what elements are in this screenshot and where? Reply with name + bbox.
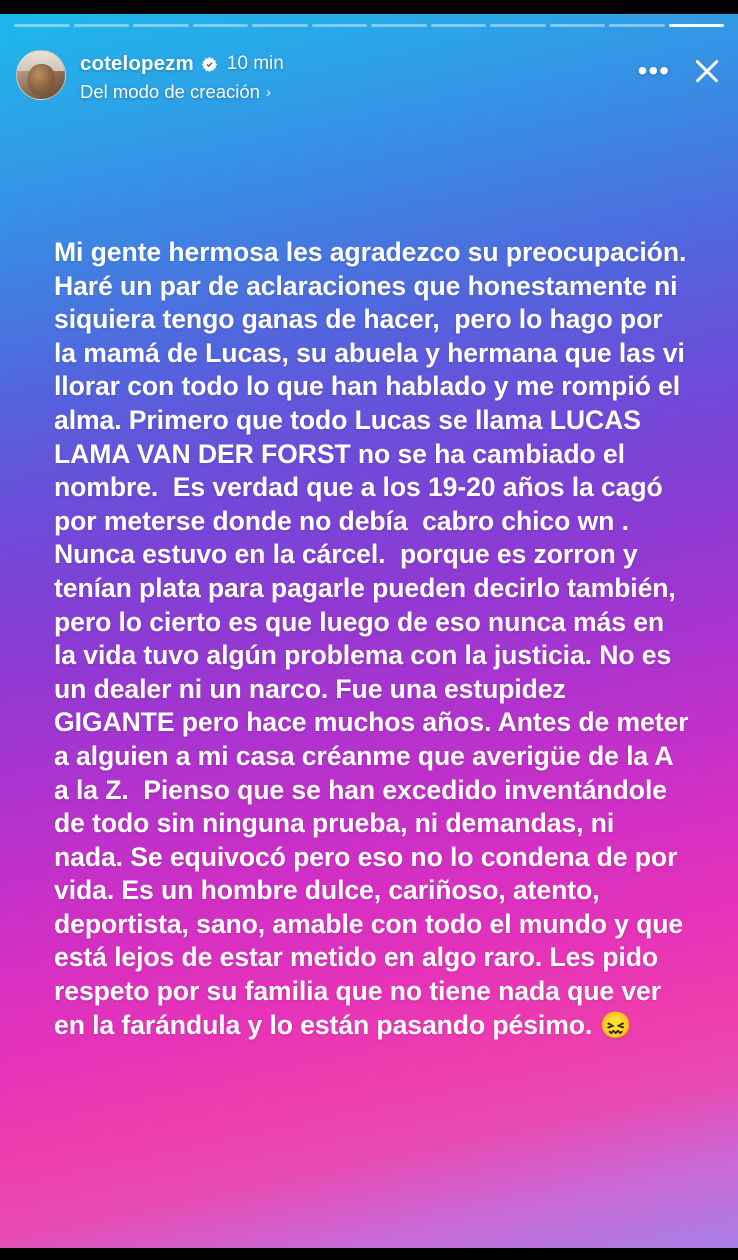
progress-segment[interactable] — [550, 24, 606, 27]
progress-segment[interactable] — [609, 24, 665, 27]
progress-segment[interactable] — [490, 24, 546, 27]
progress-segment[interactable] — [133, 24, 189, 27]
progress-segment[interactable] — [252, 24, 308, 27]
story-canvas[interactable] — [0, 14, 738, 1248]
progress-segment[interactable] — [193, 24, 249, 27]
progress-segment[interactable] — [371, 24, 427, 27]
story-progress-bar — [14, 24, 724, 27]
story-subtitle-label: Del modo de creación — [80, 81, 260, 102]
story-subtitle-row[interactable] — [80, 81, 638, 103]
more-options-icon[interactable]: ••• — [637, 55, 670, 86]
username-label[interactable]: cotelopezm — [80, 52, 194, 75]
story-header-actions — [638, 50, 722, 86]
progress-segment[interactable] — [14, 24, 70, 27]
verified-badge-icon — [201, 56, 218, 73]
story-emoji: 😖 — [599, 1009, 632, 1040]
author-line — [80, 52, 638, 76]
timestamp-label: 10 min — [226, 53, 284, 74]
progress-segment[interactable] — [312, 24, 368, 27]
status-bar-top — [0, 0, 738, 14]
story-author-info — [80, 50, 638, 103]
story-body-text: Mi gente hermosa les agradezco su preocupación. Haré un par de aclaraciones que honestamente ni siquiera tengo ganas de hacer, pero lo hago por la mamá de Lucas, su abuela y hermana que las vi llorar con todo lo que han hablado y me rompió el alma. Primero que todo Lucas se llama LUCAS LAMA VAN DER FORST no se ha cambiado el nombre. Es verdad que a los 19-20 años la cagó por meterse donde no debía cabro chico wn . Nunca estuvo en la cárcel. porque es zorron y tenían plata para pagarle pueden decirlo también, pero lo cierto es que luego de eso nunca más en la vida tuvo algún problema con la justicia. No es un dealer ni un narco. Fue una estupidez GIGANTE pero hace muchos años. Antes de meter a alguien a mi casa créanme que averigüe de la A a la Z. Pienso que se han excedido inventándole de todo sin ninguna prueba, ni demandas, ni nada. Se equivocó pero eso no lo condena de por vida. Es un hombre dulce, cariñoso, atento, deportista, sano, amable con todo el mundo y que está lejos de estar metido en algo raro. Les pido respeto por su familia que no tiene nada que ver en la farándula y lo están pasando pésimo. — [54, 237, 696, 1040]
story-header — [0, 42, 738, 103]
progress-segment[interactable] — [74, 24, 130, 27]
chevron-right-icon: › — [265, 83, 271, 101]
progress-segment[interactable] — [431, 24, 487, 27]
avatar[interactable] — [16, 50, 66, 100]
story-text-content — [54, 236, 696, 1042]
progress-segment-active[interactable] — [669, 24, 725, 27]
avatar-subject — [28, 64, 56, 94]
close-icon[interactable] — [692, 56, 722, 86]
status-bar-bottom — [0, 1248, 738, 1260]
